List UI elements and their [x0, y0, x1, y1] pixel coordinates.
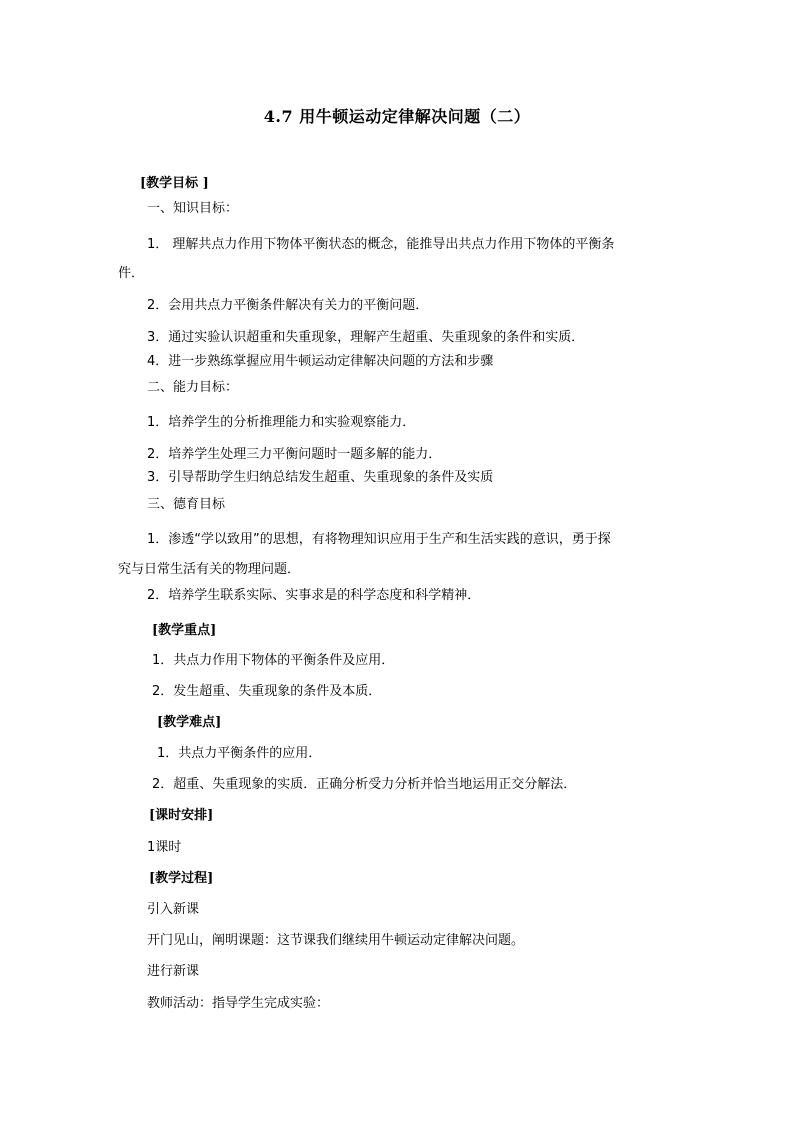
knowledge-item-1-line-1: 1． 理解共点力作用下物体平衡状态的概念，能推导出共点力作用下物体的平衡条 [147, 237, 615, 252]
moral-item-1-line-1: 1．渗透“学以致用”的思想，有将物理知识应用于生产和生活实践的意识，勇于探 [147, 532, 611, 547]
difficulties-heading: [教学难点] [157, 715, 222, 730]
ability-item-2: 2．培养学生处理三力平衡问题时一题多解的能力． [147, 447, 442, 462]
ability-item-1: 1．培养学生的分析推理能力和实验观察能力． [147, 415, 416, 430]
teacher-activity: 教师活动：指导学生完成实验： [147, 996, 330, 1011]
difficulty-item-1: 1．共点力平衡条件的应用． [157, 746, 322, 761]
intro-text: 开门见山，阐明课题：这节课我们继续用牛顿运动定律解决问题。 [147, 933, 525, 948]
process-heading: [教学过程] [149, 871, 214, 886]
knowledge-item-3: 3．通过实验认识超重和失重现象，理解产生超重、失重现象的条件和实质． [147, 330, 585, 345]
ability-item-3: 3．引导帮助学生归纳总结发生超重、失重现象的条件及实质 [147, 470, 494, 485]
knowledge-item-1-line-2: 件． [118, 266, 145, 281]
ability-objectives-label: 二、能力目标： [147, 380, 239, 395]
intro-label: 引入新课 [147, 902, 200, 917]
knowledge-item-2: 2．会用共点力平衡条件解决有关力的平衡问题． [147, 298, 429, 313]
moral-item-1-line-2: 究与日常生活有关的物理问题． [118, 562, 301, 577]
schedule-heading: [课时安排] [149, 808, 214, 823]
new-lesson-label: 进行新课 [147, 964, 200, 979]
objectives-heading: [教学目标 ] [140, 176, 209, 191]
moral-objectives-label: 三、德育目标 [147, 497, 226, 512]
schedule-value: 1课时 [147, 840, 182, 855]
key-point-item-1: 1．共点力作用下物体的平衡条件及应用． [152, 653, 395, 668]
knowledge-objectives-label: 一、知识目标： [147, 201, 239, 216]
key-points-heading: [教学重点] [152, 623, 217, 638]
moral-item-2: 2．培养学生联系实际、实事求是的科学态度和科学精神． [147, 588, 481, 603]
document-title: 4.7 用牛顿运动定律解决问题（二） [263, 107, 531, 126]
knowledge-item-4: 4．进一步熟练掌握应用牛顿运动定律解决问题的方法和步骤 [147, 354, 494, 369]
key-point-item-2: 2．发生超重、失重现象的条件及本质． [152, 684, 382, 699]
difficulty-item-2: 2．超重、失重现象的实质．正确分析受力分析并恰当地运用正交分解法． [152, 777, 577, 792]
